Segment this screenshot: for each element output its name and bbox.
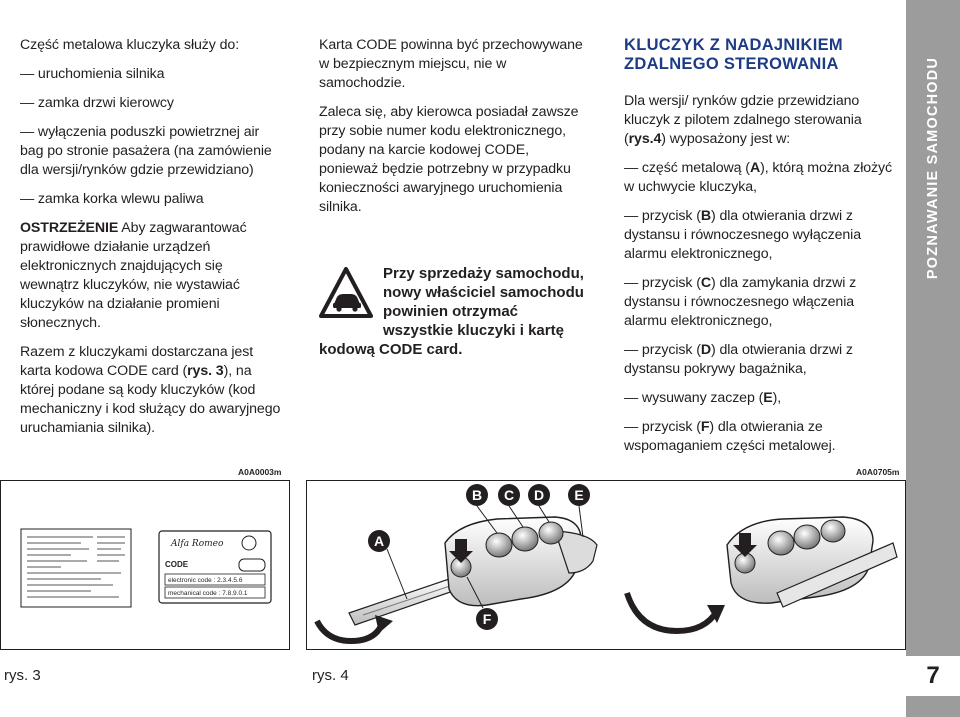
label-f: F: [482, 611, 492, 627]
figure-ref: rys. 3: [187, 363, 224, 379]
column-right: [624, 36, 896, 466]
item-pre: — przycisk (: [624, 275, 701, 291]
column-middle: [319, 36, 587, 227]
item-letter: C: [700, 275, 711, 291]
item-pre: — przycisk (: [624, 208, 701, 224]
card-mechanical-code: mechanical code : 7.8.9.0.1: [168, 590, 248, 597]
code-card-paragraph: [20, 343, 282, 438]
item-post: ) dla otwierania drzwi z dystansu pokrywy bagażnika,: [624, 342, 853, 377]
list-item: — zamka drzwi kierowcy: [20, 95, 174, 111]
label-d: D: [533, 487, 545, 503]
label-b: B: [471, 487, 483, 503]
remote-key-illustration: [307, 481, 904, 648]
item-letter: F: [700, 419, 710, 435]
list-item: [624, 389, 896, 408]
key-blade: [349, 577, 459, 625]
warning-car-icon: [319, 266, 373, 320]
item-post: ) dla zamykania drzwi z dystansu i równoczesnego włączenia alarmu elektronicznego,: [624, 275, 857, 329]
label-c: C: [503, 487, 515, 503]
key-intro: Część metalowa kluczyka służy do:: [20, 37, 240, 53]
section-title: POZNAWANIE SAMOCHODU: [925, 56, 941, 280]
item-letter: D: [700, 342, 711, 358]
remote-intro: [624, 92, 896, 149]
intro-end: ) wyposażony jest w:: [661, 131, 791, 147]
item-post: ) dla otwierania drzwi z dystansu i równoczesnego wyłączenia alarmu elektronicznego,: [624, 208, 862, 262]
warning-paragraph: [20, 219, 282, 333]
section-heading: KLUCZYK Z NADAJNIKIEM ZDALNEGO STEROWANIA: [624, 36, 843, 73]
section-sidebar: [906, 0, 960, 717]
item-post: ), którą można złożyć w uchwycie kluczyka,: [624, 160, 893, 195]
label-e: E: [574, 487, 584, 503]
list-item: [624, 274, 896, 331]
figure-caption: rys. 3: [4, 667, 41, 684]
list-item: [624, 418, 896, 456]
figure-caption: rys. 4: [312, 667, 349, 684]
label-a: A: [373, 533, 385, 549]
code-card-storage: Karta CODE powinna być przechowywane w bezpiecznym miejscu, nie w samochodzie.: [319, 37, 583, 91]
list-item: — zamka korka wlewu paliwa: [20, 191, 204, 207]
figure-ref: rys.4: [628, 131, 662, 147]
warning-label: OSTRZEŻENIE: [20, 220, 119, 236]
item-post: ),: [772, 390, 782, 406]
page-number: 7: [906, 656, 960, 696]
code-card-illustration: [1, 481, 288, 648]
figure-code-card: [0, 480, 290, 650]
item-pre: — wysuwany zaczep (: [624, 390, 764, 406]
item-pre: — przycisk (: [624, 342, 701, 358]
item-letter: B: [700, 208, 711, 224]
para-start: Razem z kluczykami dostarczana jest karta kodowa CODE card (: [20, 344, 254, 379]
item-pre: — przycisk (: [624, 419, 701, 435]
para-end: ), na której podane są kody kluczyków (kod mechaniczny i kod służący do awaryjnego uruchamiania silnika).: [20, 363, 281, 436]
item-pre: — część metalową (: [624, 160, 750, 176]
card-code-title: CODE: [165, 560, 189, 569]
list-item: [624, 341, 896, 379]
list-item: — wyłączenia poduszki powietrznej air bag po stronie pasażera (na zamówienie dla wersji/rynków gdzie przewidziano): [20, 124, 272, 178]
column-left: [20, 36, 282, 448]
figure-code: A0A0705m: [856, 467, 900, 477]
sale-warning: [319, 264, 585, 359]
item-letter: E: [763, 390, 773, 406]
figure-remote-key: [306, 480, 906, 650]
figure-code: A0A0003m: [238, 467, 282, 477]
list-item: [624, 159, 896, 197]
list-item: — uruchomienia silnika: [20, 66, 165, 82]
list-item: [624, 207, 896, 264]
sale-warning-text: Przy sprzedaży samochodu, nowy właściciel samochodu powinien otrzymać wszystkie kluczyki i kartę kodową CODE card.: [319, 265, 584, 358]
card-electronic-code: electronic code : 2.3.4.5.6: [168, 577, 243, 584]
intro-start: Dla wersji/ rynków gdzie przewidziano kluczyk z pilotem zdalnego sterowania (: [624, 93, 862, 147]
item-letter: A: [749, 160, 761, 176]
card-brand: Alfa Romeo: [171, 539, 224, 549]
code-recommendation: Zaleca się, aby kierowca posiadał zawsze przy sobie numer kodu elektronicznego, podany na karcie kodowej CODE, ponieważ będzie potrzebny w przypadku konieczności awaryjnego uruchomienia silnika.: [319, 104, 579, 215]
warning-text: Aby zagwarantować prawidłowe działanie urządzeń elektronicznych znajdujących się wewnątrz kluczyków, nie wystawiać kluczyków na działanie promieni słonecznych.: [20, 220, 247, 331]
item-post: ) dla otwierania ze wspomaganiem części metalowej.: [624, 419, 836, 454]
